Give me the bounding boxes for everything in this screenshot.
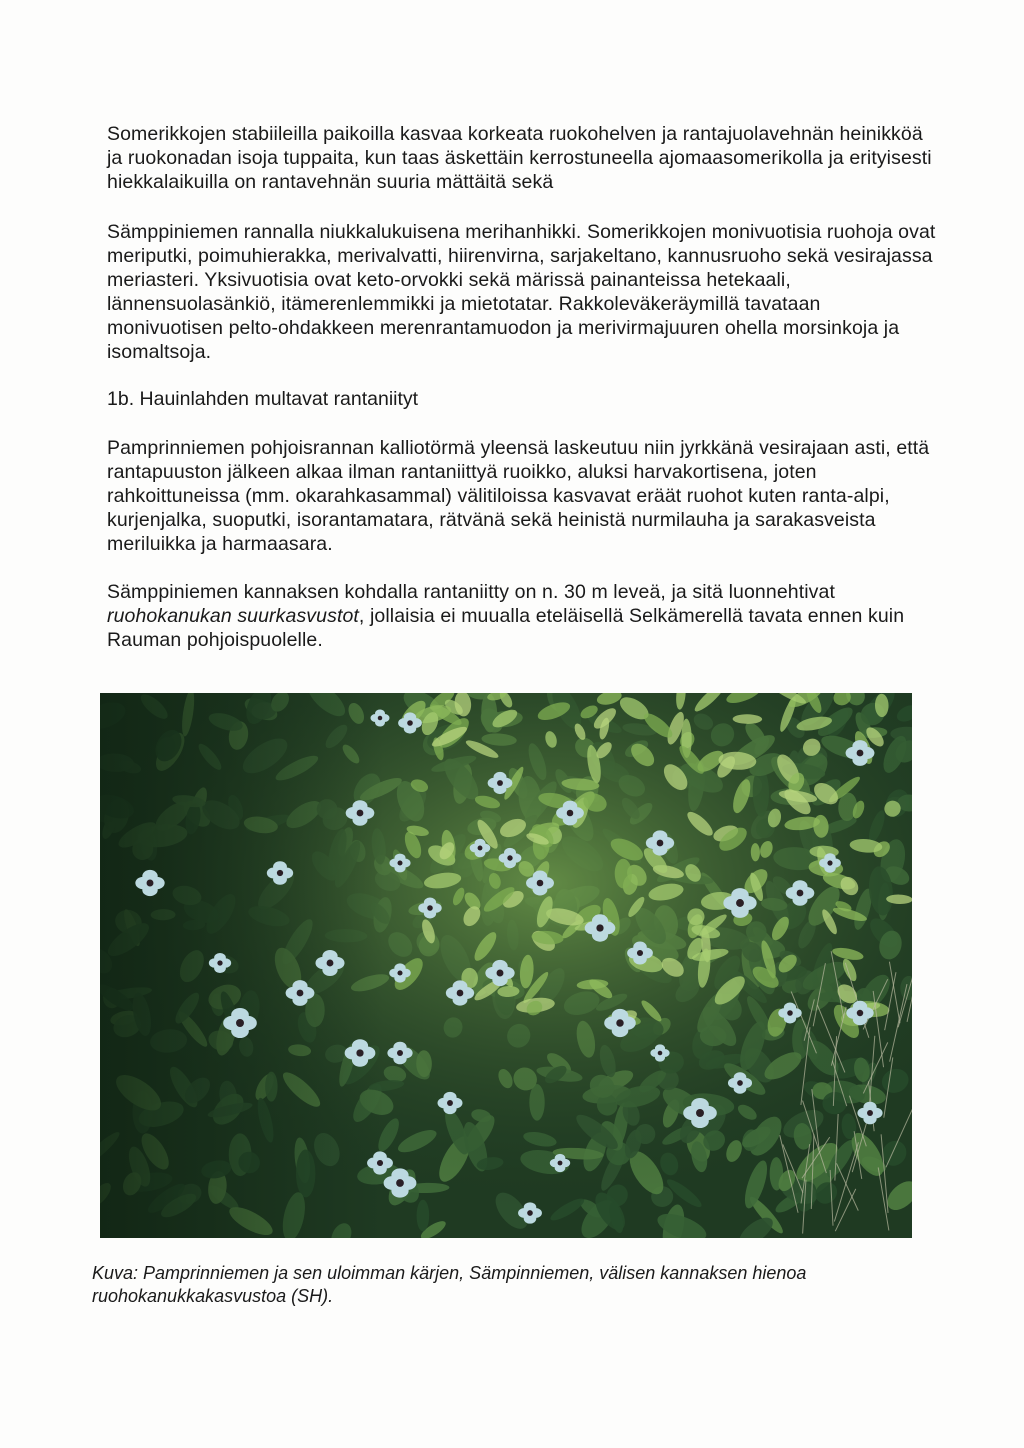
flower-center (397, 1050, 403, 1056)
section-heading: 1b. Hauinlahden multavat rantaniityt (107, 388, 419, 410)
flower-center (457, 990, 464, 997)
flower-center (616, 1019, 623, 1026)
flower-center (356, 1049, 363, 1056)
flower-center (736, 899, 744, 907)
paragraph-1: Somerikkojen stabiileilla paikoilla kasvaa korkeata ruokohelven ja rantajuolavehnän heinikköä ja ruokonadan isoja tuppaita, kun taas äskettäin kerrostuneella ajomaasomerikolla ja erityisesti hiekkalaikuilla on rantavehnän suuria mättäitä sekä (107, 123, 932, 193)
paragraph-2: Sämppiniemen rannalla niukkalukuisena merihanhikki. Somerikkojen monivuotisia ruohoja ovat meriputki, poimuhierakka, merivalvatti, hiirenvirna, sarjakeltano, kannusruoho sekä vesirajassa meriasteri. Yksivuotisia ovat keto-orvokki sekä märissä painanteissa hetekaali, lännensuolasänkiö, itämerenlemmikki ja mietotatar. Rakkoleväkeräymillä tavataan monivuotisen pelto-ohdakkeen merenrantamuodon ja merivirmajuuren ohella morsinkoja ja isomaltsoja. (107, 221, 936, 363)
flower-center (427, 905, 433, 911)
paragraph-4-italic: ruohokanukan suurkasvustot (107, 605, 359, 627)
flower-center (527, 1210, 533, 1216)
flower-center (497, 970, 504, 977)
flower-center (447, 1100, 453, 1106)
flower-center (867, 1110, 873, 1116)
flower-center (567, 810, 574, 817)
flower-center (396, 1179, 404, 1187)
flower-center (537, 880, 544, 887)
paragraph-4-end: , jollaisia ei muualla eteläisellä Selkämerellä tavata ennen kuin Rauman pohjoispuolelle. (107, 605, 905, 651)
paragraph-4-start: Sämppiniemen kannaksen kohdalla rantaniitty on n. 30 m leveä, ja sitä luonnehtivat (107, 581, 835, 603)
flower-center (327, 960, 334, 967)
flower-center (637, 950, 643, 956)
flower-center (827, 860, 832, 865)
flower-center (147, 880, 154, 887)
paragraph-3: Pamprinniemen pohjoisrannan kalliotörmä yleensä laskeutuu niin jyrkkänä vesirajaan asti, että rantapuuston jälkeen alkaa ilman rantaniittyä ruoikko, aluksi harvakortisena, joten rahkoittuneissa (mm. okarahkasammal) välitiloissa kasvavat eräät ruohot kuten ranta-alpi, kurjenjalka, suoputki, isorantamatara, rätvänä sekä heinistä nurmilauha ja sarakasveista meriluikka ja harmaasara. (107, 437, 930, 555)
paragraph-4 (107, 580, 937, 652)
flower-center (696, 1109, 704, 1117)
flower-center (737, 1080, 743, 1086)
flower-center (658, 1051, 663, 1056)
flower-center (277, 870, 283, 876)
flower-center (377, 1160, 383, 1166)
flower-center (297, 990, 304, 997)
flower-center (398, 861, 403, 866)
flower-center (857, 1010, 863, 1016)
flower-center (657, 840, 664, 847)
flower-center (357, 810, 364, 817)
flower-center (596, 924, 603, 931)
flower-center (378, 716, 383, 721)
flower-center (397, 970, 402, 975)
photo-caption: Kuva: Pamprinniemen ja sen uloimman kärjen, Sämpinniemen, välisen kannaksen hienoa ruohokanukkakasvustoa (SH). (92, 1263, 807, 1306)
flower-center (787, 1010, 793, 1016)
flower-center (236, 1019, 244, 1027)
flower-center (558, 1161, 563, 1166)
photo-illustration (100, 693, 912, 1238)
flower-center (497, 780, 503, 786)
flower-center (507, 855, 512, 860)
flower-center (217, 960, 222, 965)
flower-center (407, 720, 413, 726)
flower-center (478, 846, 483, 851)
flower-center (857, 750, 864, 757)
flower-center (797, 890, 804, 897)
bunchberry-photo (100, 693, 912, 1238)
